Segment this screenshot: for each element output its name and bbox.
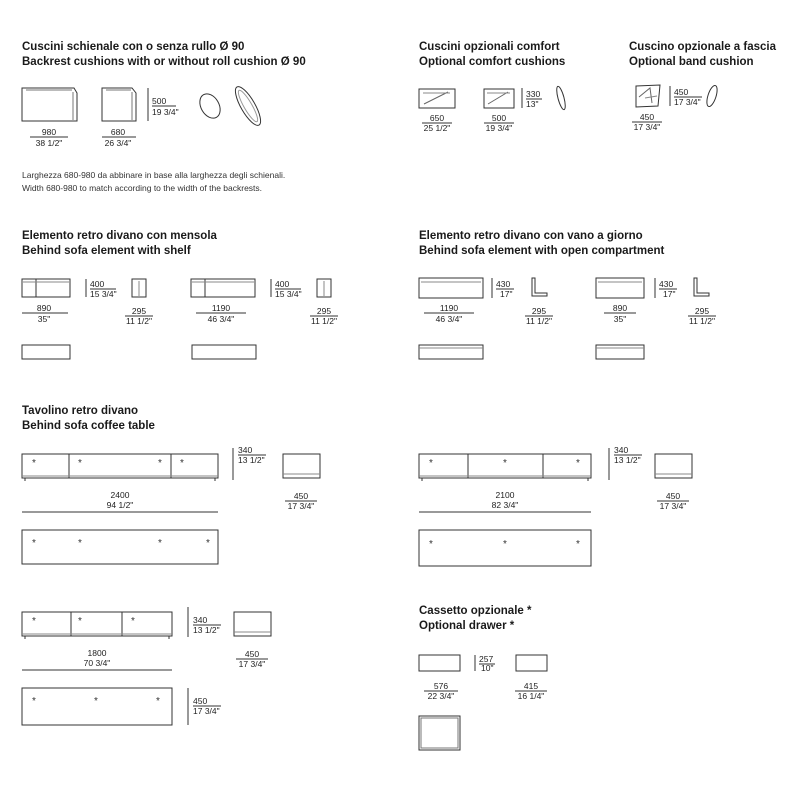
coffee-table-2100-side: [655, 454, 692, 478]
dim-open-d2-in: 11 1/2": [688, 316, 716, 326]
dim-drawer-w-in: 22 3/4": [427, 691, 455, 701]
title-band-cushion: Cuscino opzionale a fascia Optional band cushion: [629, 41, 776, 68]
dim-shelf-w2-in: 46 3/4": [207, 314, 235, 324]
dim-open-d2-mm: 295: [694, 306, 710, 316]
dim-open-w1-in: 46 3/4": [435, 314, 463, 324]
open-element-890-top-view: [596, 345, 644, 359]
dim-coffee-d1-mm: 450: [293, 491, 309, 501]
comfort-cushion-side-view: [555, 86, 567, 111]
dim-coffee-h1-in: 13 1/2": [238, 455, 265, 465]
drawer-asterisk-marker: *: [429, 458, 433, 469]
drawer-side-view: [516, 655, 547, 671]
title-open-compartment-element: Elemento retro divano con vano a giorno Behind sofa element with open compartment: [419, 230, 665, 257]
dim-shelf-w1-in: 35": [37, 314, 51, 324]
dim-comfort-w1-mm: 650: [429, 113, 445, 123]
dim-comfort-w2-mm: 500: [491, 113, 507, 123]
dim-band-w-in: 17 3/4": [633, 122, 661, 132]
title-backrest-cushions: Cuscini schienale con o senza rullo Ø 90 Backrest cushions with or without roll cushion Ø 90: [22, 41, 306, 68]
dim-open-w2-in: 35": [613, 314, 627, 324]
dim-shelf-d1-mm: 295: [131, 306, 147, 316]
dim-open-h2-in: 17": [663, 289, 676, 299]
coffee-table-2400-front: [22, 454, 218, 481]
dim-shelf-h2-mm: 400: [275, 279, 290, 289]
drawer-asterisk-marker: *: [131, 616, 135, 627]
open-element-890-side: [694, 278, 709, 296]
title-optional-drawer: Cassetto opzionale * Optional drawer *: [419, 605, 532, 632]
dim-backrest-w2-in: 26 3/4": [104, 138, 132, 148]
shelf-element-1190-front: [191, 279, 255, 297]
dim-coffee-w3-mm: 1800: [87, 648, 107, 658]
drawer-asterisk-marker: *: [156, 696, 160, 707]
dim-shelf-h1-in: 15 3/4": [90, 289, 117, 299]
dim-coffee-h3-in: 13 1/2": [193, 625, 220, 635]
band-cushion-side-view: [705, 84, 719, 107]
drawer-asterisk-marker: *: [32, 616, 36, 627]
drawer-front-view: [419, 655, 460, 671]
coffee-table-1800-side: [234, 612, 271, 636]
backrest-cushion-680: [102, 88, 136, 121]
dim-open-h1-in: 17": [500, 289, 513, 299]
width-note: Larghezza 680-980 da abbinare in base alla larghezza degli schienali. Width 680-980 to match according to the width of the backrests.: [22, 170, 286, 193]
drawer-top-view: [419, 716, 460, 750]
dim-open-d1-mm: 295: [531, 306, 547, 316]
dim-coffee-w1-mm: 2400: [110, 490, 130, 500]
comfort-cushion-500: [484, 89, 514, 108]
dim-open-w1-mm: 1190: [439, 303, 459, 313]
dim-comfort-h-in: 13": [526, 99, 539, 109]
dim-band-h-mm: 450: [674, 87, 689, 97]
dim-backrest-w2-mm: 680: [110, 127, 126, 137]
title-shelf-element: Elemento retro divano con mensola Behind sofa element with shelf: [22, 230, 217, 257]
dim-drawer-h-in: 10": [481, 663, 494, 673]
dim-backrest-w1-in: 38 1/2": [35, 138, 63, 148]
coffee-table-1800-front: [22, 612, 172, 639]
dim-open-h1-mm: 430: [496, 279, 511, 289]
dim-shelf-d1-in: 11 1/2": [125, 316, 153, 326]
title-comfort-cushions: Cuscini opzionali comfort Optional comfort cushions: [419, 41, 566, 68]
open-element-1190-top-view: [419, 345, 483, 359]
shelf-element-890-side: [132, 279, 146, 297]
dim-shelf-d2-mm: 295: [316, 306, 332, 316]
coffee-table-2400-top-view: [22, 530, 218, 564]
drawer-asterisk-marker: *: [78, 538, 82, 549]
drawer-asterisk-marker: *: [32, 458, 36, 469]
dim-open-d1-in: 11 1/2": [525, 316, 553, 326]
drawer-asterisk-marker: *: [32, 696, 36, 707]
dim-coffee-d3-mm: 450: [244, 649, 260, 659]
dim-coffee-d1-in: 17 3/4": [287, 501, 315, 511]
roll-cushion-side-view: [196, 90, 225, 122]
dim-backrest-h-in: 19 3/4": [152, 107, 179, 117]
drawer-asterisk-marker: *: [180, 458, 184, 469]
open-element-1190-front: [419, 278, 483, 298]
dim-comfort-w1-in: 25 1/2": [423, 123, 451, 133]
dim-shelf-w1-mm: 890: [36, 303, 52, 313]
shelf-element-890-top-view: [22, 345, 70, 359]
dim-open-w2-mm: 890: [612, 303, 628, 313]
dim-backrest-h-mm: 500: [152, 96, 167, 106]
dim-drawer-d-mm: 415: [523, 681, 539, 691]
drawer-asterisk-marker: *: [158, 458, 162, 469]
backrest-cushion-980: [22, 88, 77, 121]
dim-shelf-w2-mm: 1190: [211, 303, 231, 313]
drawer-asterisk-marker: *: [429, 539, 433, 550]
dim-shelf-d2-in: 11 1/2": [310, 316, 338, 326]
dim-coffee-w1-in: 94 1/2": [106, 500, 134, 510]
comfort-cushion-650: [419, 89, 455, 108]
dim-shelf-h2-in: 15 3/4": [275, 289, 302, 299]
dim-backrest-w1-mm: 980: [41, 127, 57, 137]
drawer-asterisk-marker: *: [576, 539, 580, 550]
drawer-asterisk-marker: *: [503, 539, 507, 550]
open-element-1190-side: [532, 278, 547, 296]
dim-drawer-w-mm: 576: [433, 681, 449, 691]
dim-coffee-w2-in: 82 3/4": [491, 500, 519, 510]
dim-coffee-h2-in: 13 1/2": [614, 455, 641, 465]
dim-drawer-h-mm: 257: [479, 654, 494, 664]
dim-coffee-top3-mm: 450: [193, 696, 208, 706]
dim-drawer-d-in: 16 1/4": [517, 691, 545, 701]
drawer-asterisk-marker: *: [78, 616, 82, 627]
dim-band-h-in: 17 3/4": [674, 97, 701, 107]
dim-coffee-w3-in: 70 3/4": [83, 658, 111, 668]
dim-coffee-top3-in: 17 3/4": [193, 706, 220, 716]
dim-band-w-mm: 450: [639, 112, 655, 122]
dim-shelf-h1-mm: 400: [90, 279, 105, 289]
dim-coffee-d2-mm: 450: [665, 491, 681, 501]
open-element-890-front: [596, 278, 644, 298]
dim-coffee-h1-mm: 340: [238, 445, 253, 455]
dim-comfort-h-mm: 330: [526, 89, 541, 99]
drawer-asterisk-marker: *: [158, 538, 162, 549]
shelf-element-890-front: [22, 279, 70, 297]
drawer-asterisk-marker: *: [576, 458, 580, 469]
shelf-element-1190-side: [317, 279, 331, 297]
dim-coffee-w2-mm: 2100: [495, 490, 515, 500]
shelf-element-1190-top-view: [192, 345, 256, 359]
drawer-asterisk-marker: *: [78, 458, 82, 469]
dim-coffee-d2-in: 17 3/4": [659, 501, 687, 511]
dim-comfort-w2-in: 19 3/4": [485, 123, 513, 133]
coffee-table-2400-side: [283, 454, 320, 478]
drawer-asterisk-marker: *: [503, 458, 507, 469]
dim-open-h2-mm: 430: [659, 279, 674, 289]
roll-cushion-front-view: [231, 83, 265, 128]
drawer-asterisk-marker: *: [94, 696, 98, 707]
dim-coffee-h2-mm: 340: [614, 445, 629, 455]
dim-coffee-h3-mm: 340: [193, 615, 208, 625]
dim-coffee-d3-in: 17 3/4": [238, 659, 266, 669]
band-cushion-front-view: [636, 85, 660, 107]
drawer-asterisk-marker: *: [32, 538, 36, 549]
title-coffee-table: Tavolino retro divano Behind sofa coffee table: [22, 405, 155, 432]
drawer-asterisk-marker: *: [206, 538, 210, 549]
